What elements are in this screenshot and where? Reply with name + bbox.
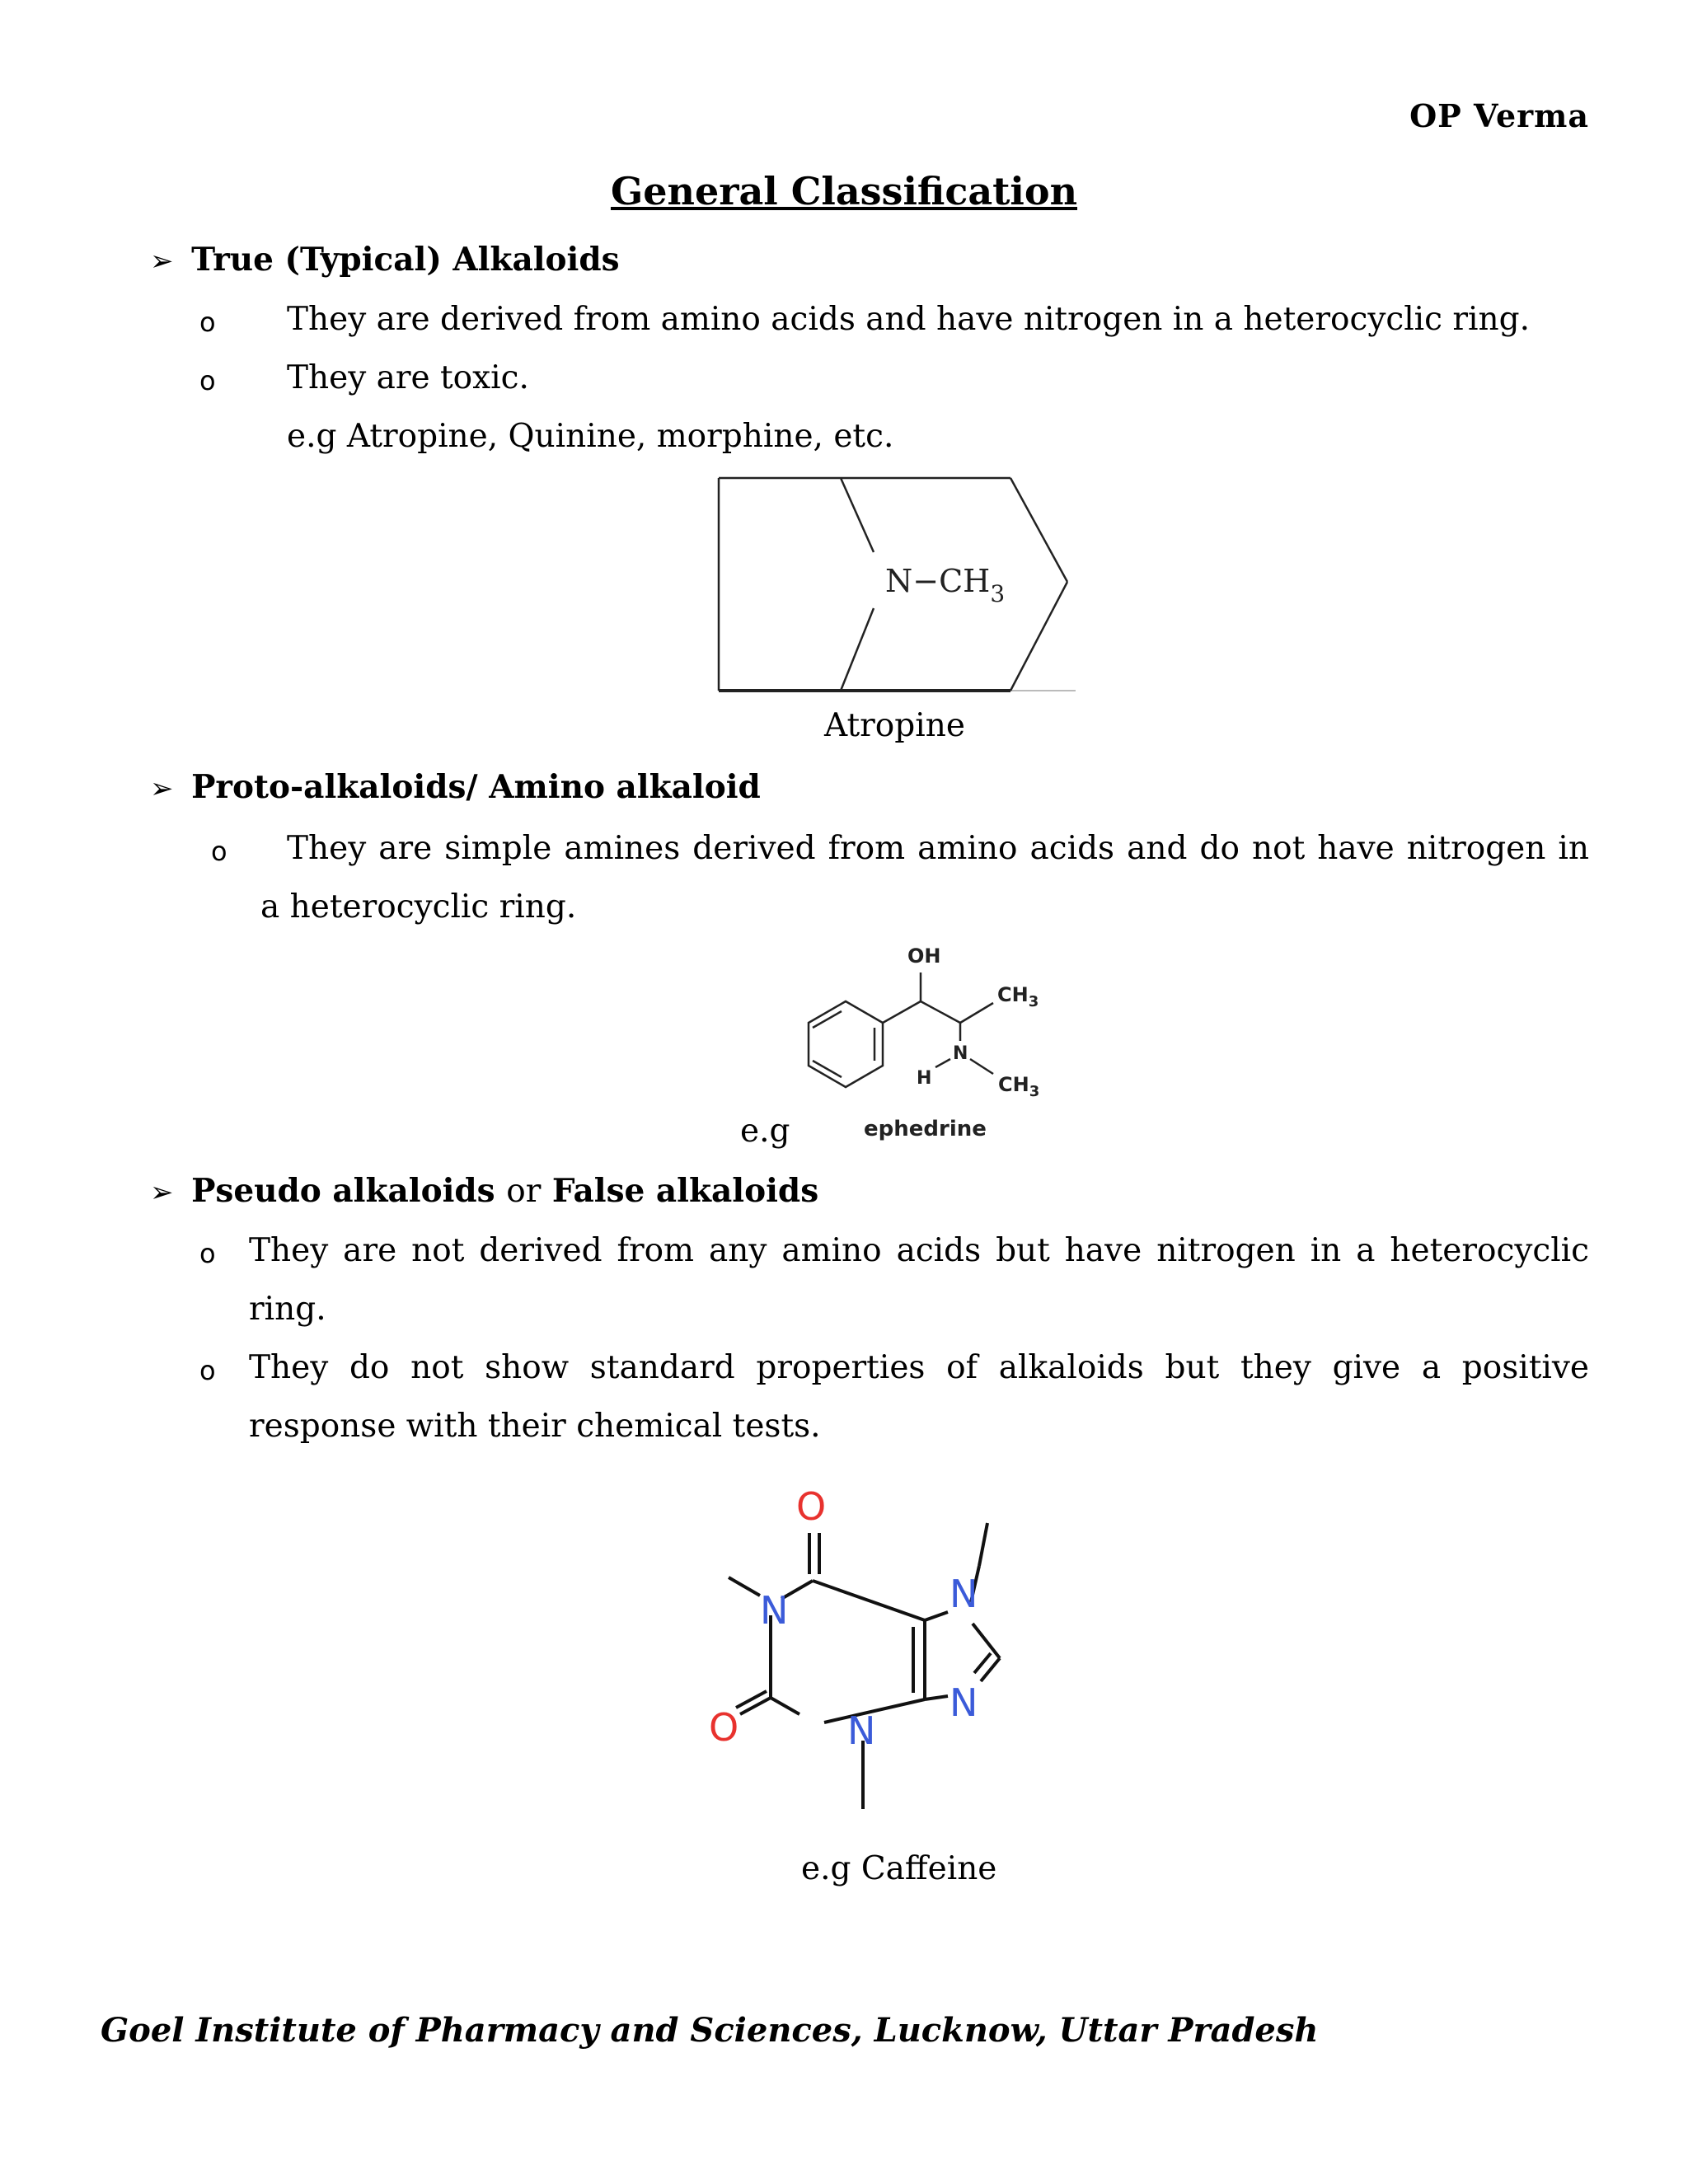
h-label: H xyxy=(917,1068,932,1089)
bond xyxy=(925,1612,948,1620)
oxygen-atom: O xyxy=(796,1484,827,1529)
bullet-icon: o xyxy=(199,307,216,338)
bond xyxy=(970,1059,993,1074)
bullet-text: They are not derived from any amino acids but have nitrogen in a heterocyclic ring. xyxy=(249,1232,1589,1328)
bond xyxy=(883,1001,921,1023)
bond xyxy=(813,1581,925,1620)
heading-text: True (Typical) Alkaloids xyxy=(191,241,620,279)
bond xyxy=(1010,478,1067,582)
bond xyxy=(935,1059,950,1067)
arrow-bullet-icon: ➢ xyxy=(150,1176,174,1209)
n-label: N xyxy=(953,1043,968,1064)
page-title: General Classification xyxy=(610,169,1078,213)
example-text: e.g Atropine, Quinine, morphine, etc. xyxy=(287,418,894,455)
oxygen-atom: O xyxy=(709,1705,739,1750)
bond xyxy=(740,1698,771,1714)
bullet-icon: o xyxy=(199,1238,216,1269)
bond xyxy=(1010,582,1067,691)
bond xyxy=(973,1624,1000,1658)
example-text: e.g xyxy=(740,1113,790,1150)
bond xyxy=(921,1001,960,1023)
author-name: OP Verma xyxy=(1409,97,1589,134)
oh-label: OH xyxy=(907,944,941,968)
bullet-text: They are derived from amino acids and have nitrogen in a heterocyclic ring. xyxy=(287,301,1530,338)
arrow-bullet-icon: ➢ xyxy=(150,772,174,805)
bond xyxy=(729,1577,760,1596)
bullet-icon: o xyxy=(211,836,227,867)
bond xyxy=(925,1696,948,1699)
nitrogen-atom: N xyxy=(950,1572,978,1616)
nitrogen-atom: N xyxy=(950,1680,978,1725)
bond xyxy=(979,1523,987,1566)
bullet-icon: o xyxy=(199,1355,216,1386)
atropine-structure xyxy=(709,470,1080,701)
bond xyxy=(771,1698,799,1714)
bullet-text: They are toxic. xyxy=(287,359,529,396)
ch3-label: $CH_3$ xyxy=(998,1073,1040,1100)
n-ch3-label: $N-CH_3$ xyxy=(885,563,1006,607)
nitrogen-atom: N xyxy=(760,1588,789,1633)
section-heading-true-alkaloids xyxy=(150,241,620,279)
bond xyxy=(960,1003,993,1023)
heading-or: or xyxy=(506,1173,542,1210)
bond xyxy=(841,478,874,552)
heading-text: Proto-alkaloids/ Amino alkaloid xyxy=(191,768,761,806)
bond xyxy=(841,608,874,691)
ch3-label: $CH_3$ xyxy=(997,983,1039,1010)
bond xyxy=(736,1691,767,1708)
footer-institute: Goel Institute of Pharmacy and Sciences, Lucknow, Uttar Pradesh xyxy=(101,2011,1319,2050)
ephedrine-structure xyxy=(787,935,1084,1150)
ephedrine-caption: ephedrine xyxy=(864,1117,987,1141)
nitrogen-atom: N xyxy=(847,1708,876,1753)
bond xyxy=(813,1011,842,1028)
section-heading-pseudo-alkaloids xyxy=(150,1172,818,1210)
caffeine-structure xyxy=(692,1475,1063,1821)
caffeine-caption: e.g Caffeine xyxy=(801,1850,997,1887)
bond xyxy=(813,1061,842,1077)
arrow-bullet-icon: ➢ xyxy=(150,245,174,278)
section-heading-proto-alkaloids xyxy=(150,768,761,806)
bullet-icon: o xyxy=(199,365,216,396)
heading-text: Pseudo alkaloids xyxy=(191,1172,495,1210)
heading-text: False alkaloids xyxy=(551,1172,819,1210)
atropine-caption: Atropine xyxy=(824,707,965,744)
bond xyxy=(809,1001,883,1087)
bullet-text: They are simple amines derived from amino acids and do not have nitrogen in a heterocyclic ring. xyxy=(260,830,1589,926)
bullet-text: They do not show standard properties of alkaloids but they give a positive response with their chemical tests. xyxy=(249,1349,1589,1445)
